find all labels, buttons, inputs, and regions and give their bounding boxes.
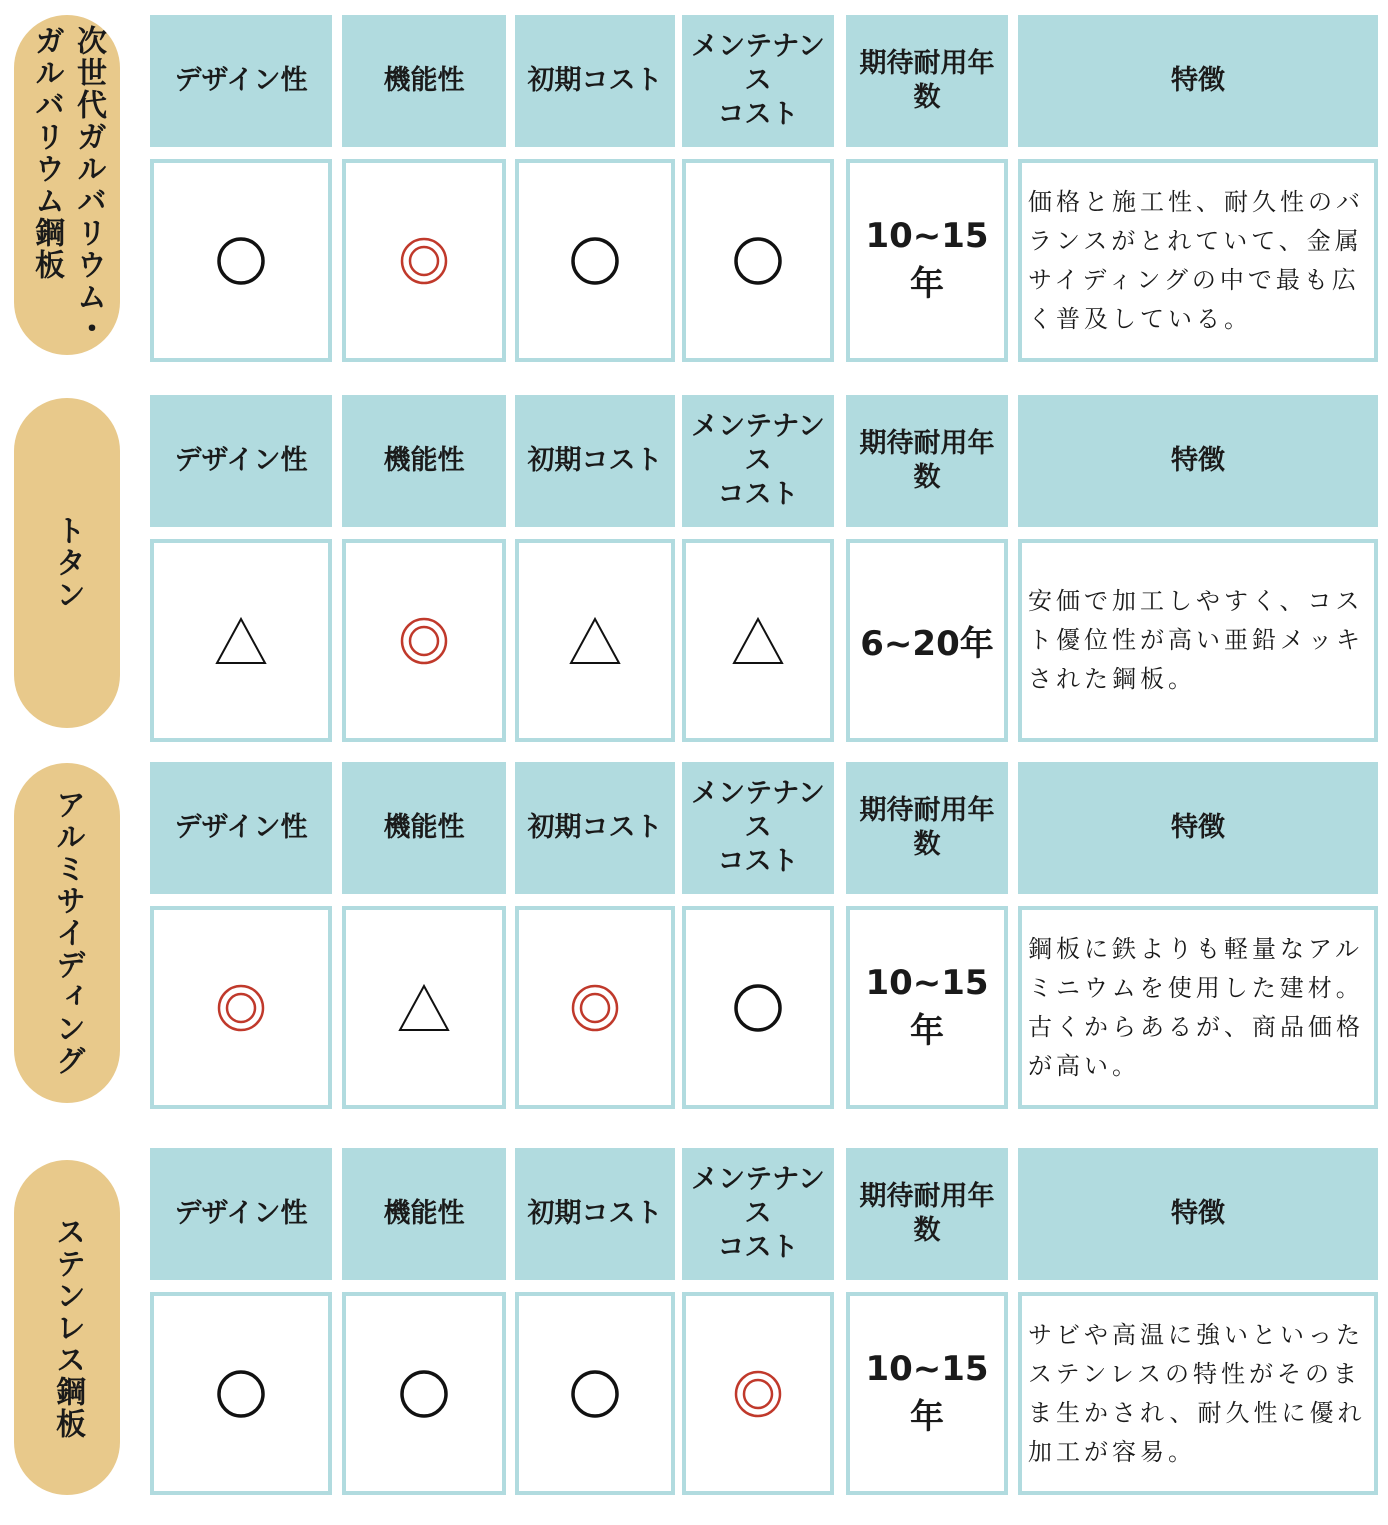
expected-lifespan: 10~15年 [846,906,1008,1109]
circle-icon [730,980,786,1036]
column-header: 初期コスト [515,395,675,527]
column-header: デザイン性 [150,15,332,147]
column-header: 期待耐用年 数 [846,762,1008,894]
rating-cell-function [342,906,506,1109]
triangle-icon [730,613,786,669]
triangle-icon [396,980,452,1036]
column-header: 機能性 [342,1148,506,1280]
column-header: メンテナン ス コスト [682,395,834,527]
column-header: 特徴 [1018,762,1378,894]
column-header: 特徴 [1018,395,1378,527]
column-header: 初期コスト [515,15,675,147]
double-circle-icon [730,1366,786,1422]
feature-description [1018,1292,1378,1495]
rating-cell-maintenance-cost [682,906,834,1109]
material-name: アルミサイディング [50,789,85,1077]
column-header: 期待耐用年 数 [846,1148,1008,1280]
column-header: メンテナン ス コスト [682,762,834,894]
rating-cell-design [150,1292,332,1495]
rating-cell-initial-cost [515,1292,675,1495]
column-header: デザイン性 [150,1148,332,1280]
material-name: ステンレス鋼板 [50,1215,85,1440]
rating-cell-maintenance-cost [682,159,834,362]
rating-cell-initial-cost [515,539,675,742]
feature-description [1018,159,1378,362]
circle-icon [567,1366,623,1422]
rating-cell-function [342,539,506,742]
circle-icon [396,1366,452,1422]
column-header: 特徴 [1018,1148,1378,1280]
double-circle-icon [396,233,452,289]
column-header: 機能性 [342,762,506,894]
material-pill [14,763,120,1103]
circle-icon [213,1366,269,1422]
expected-lifespan: 10~15年 [846,159,1008,362]
double-circle-icon [396,613,452,669]
rating-cell-design [150,159,332,362]
column-header: 機能性 [342,395,506,527]
column-header: デザイン性 [150,395,332,527]
column-header: 機能性 [342,15,506,147]
material-name: トタン [50,515,85,611]
rating-cell-function [342,159,506,362]
column-header: 期待耐用年 数 [846,15,1008,147]
triangle-icon [567,613,623,669]
material-pill [14,15,120,355]
rating-cell-design [150,906,332,1109]
triangle-icon [213,613,269,669]
column-header: 初期コスト [515,762,675,894]
feature-description [1018,906,1378,1109]
column-header: メンテナン ス コスト [682,1148,834,1280]
rating-cell-function [342,1292,506,1495]
column-header: メンテナンス コスト [682,15,834,147]
material-name: 次世代ガルバリウム・ ガルバリウム鋼板 [29,25,106,345]
feature-text: 安価で加工しやすく、コスト優位性が高い亜鉛メッキされた鋼板。 [1028,587,1364,693]
rating-cell-design [150,539,332,742]
rating-cell-initial-cost [515,159,675,362]
column-header: 初期コスト [515,1148,675,1280]
feature-text: サビや高温に強いといったステンレスの特性がそのまま生かされ、耐久性に優れ加工が容易。 [1028,1320,1366,1466]
material-pill [14,1160,120,1495]
rating-cell-maintenance-cost [682,539,834,742]
double-circle-icon [213,980,269,1036]
circle-icon [567,233,623,289]
column-header: 特徴 [1018,15,1378,147]
rating-cell-initial-cost [515,906,675,1109]
rating-cell-maintenance-cost [682,1292,834,1495]
column-header: 期待耐用年 数 [846,395,1008,527]
expected-lifespan: 6~20年 [846,539,1008,742]
expected-lifespan: 10~15年 [846,1292,1008,1495]
double-circle-icon [567,980,623,1036]
material-pill [14,398,120,728]
circle-icon [213,233,269,289]
feature-text: 鋼板に鉄よりも軽量なアルミニウムを使用した建材。古くからあるが、商品価格が高い。 [1028,934,1364,1080]
column-header: デザイン性 [150,762,332,894]
feature-description [1018,539,1378,742]
feature-text: 価格と施工性、耐久性のバランスがとれていて、金属サイディングの中で最も広く普及している。 [1028,187,1364,333]
circle-icon [730,233,786,289]
